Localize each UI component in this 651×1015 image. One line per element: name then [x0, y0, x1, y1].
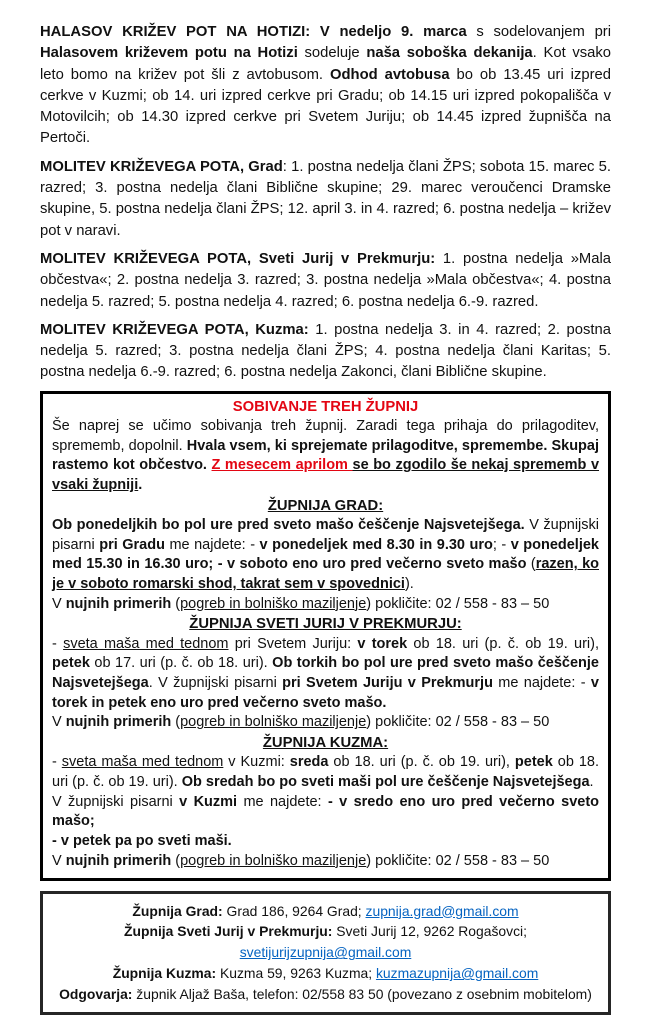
text-run: V: [52, 852, 66, 869]
text-run: nujnih primerih: [65, 595, 172, 612]
text-run: 1. postna nedelja 3. in 4. razred; 2. postna nedelja 5. razred; 3. postna nedelja člani ŽPS; 4. postna nedelja člani Karitas; 5. postna nedelja 6.-9. razred; 6. postna nedelja Zakonci, člani Biblične skupine.: [40, 321, 611, 381]
text-run: pogreb in bolniško maziljenje: [180, 595, 367, 612]
email-link[interactable]: kuzmazupnija@gmail.com: [375, 965, 539, 982]
contact-box: [40, 891, 611, 1015]
text-run: - v petek pa po sveti maši.: [52, 833, 232, 850]
text-run: Halasovem križevem potu na Hotizi: [40, 45, 298, 62]
text-run: 1. postna nedelja »Mala občestva«; 2. postna nedelja 3. razred; 3. postna nedelja »Mala občestva«; 4. postna nedelja 5. razred; 5. postna nedelja 4. razred; 6. postna nedelja 6.-9. razred.: [40, 250, 611, 310]
text-run: MOLITEV KRIŽEVEGA POTA, Kuzma:: [40, 321, 309, 338]
text-run: Kuzma 59, 9263 Kuzma;: [216, 965, 376, 982]
text-run: naša soboška dekanija: [366, 45, 533, 62]
text-run: razen, ko je v soboto romarski shod, takrat sem v spovednici: [52, 556, 599, 592]
text-run: Župnija Grad:: [132, 902, 223, 919]
heading-zupnija-grad: ŽUPNIJA GRAD:: [267, 497, 384, 514]
text-run: pri Svetem Juriju:: [228, 635, 358, 652]
text-run: V: [52, 595, 66, 612]
text-run: -: [52, 635, 64, 652]
text-run: HALASOV KRIŽEV POT NA HOTIZI: V nedeljo 9. marca: [40, 24, 467, 40]
text-run: Hvala vsem, ki sprejemate prilagoditve, spremembe. Skupaj rastemo kot občestvo.: [52, 437, 600, 474]
text-run: (: [171, 852, 181, 869]
text-run: .: [589, 773, 594, 790]
zupnija-kuzma-office-hours-friday: [52, 832, 599, 852]
text-run: nujnih primerih: [65, 852, 172, 869]
text-run: v torek in petek eno uro pred večerno sveto mašo.: [52, 674, 599, 711]
text-run: Ob torkih bo pol ure pred sveto mašo češčenje Najsvetejšega: [52, 655, 599, 691]
contact-line-kuzma: [49, 963, 602, 984]
paragraph-molitev-grad: [40, 157, 611, 242]
paragraph-molitev-kuzma: [40, 320, 611, 384]
paragraph-halasov-krizev-pot: [40, 22, 611, 150]
text-run: se bo zgodilo še nekaj sprememb v vsaki župniji: [52, 457, 600, 494]
email-link[interactable]: zupnija.grad@gmail.com: [365, 902, 519, 919]
zupnija-kuzma-office-hours: [52, 793, 599, 832]
contact-line-responsible: [49, 984, 602, 1005]
text-run: V: [52, 714, 66, 731]
text-run: ob 18. uri (p. č. ob 19. uri),: [407, 635, 599, 652]
text-run: nujnih primerih: [65, 714, 172, 731]
text-run: petek: [52, 655, 90, 672]
text-run: -: [52, 754, 62, 771]
text-run: v torek: [357, 635, 408, 652]
text-run: Z mesecem aprilom: [211, 457, 353, 474]
text-run: petek: [514, 754, 553, 771]
text-run: ) pokličite: 02 / 558 - 83 – 50: [366, 595, 550, 612]
email-link[interactable]: svetijurijzupnija@gmail.com: [239, 944, 412, 961]
text-run: pri Gradu: [99, 536, 165, 553]
text-run: me najdete:: [237, 793, 328, 810]
text-run: . V župnijski pisarni: [148, 674, 283, 691]
text-run: v Kuzmi:: [223, 754, 290, 771]
text-run: Grad 186, 9264 Grad;: [222, 902, 366, 919]
text-run: Župnija Sveti Jurij v Prekmurju:: [124, 923, 333, 940]
zupnija-sveti-jurij-emergency: [52, 713, 599, 733]
text-run: bo ob 13.45 uri izpred cerkve v Kuzmi; ob 14. uri izpred cerkve pri Gradu; ob 14.15 uri izpred pokopališča v Motovilcih; ob 14.30 izpred cerkve pri Svetem Juriju; ob 14.45 izpred župnišča na Pertoči.: [40, 66, 611, 147]
text-run: . Kot vsako leto bomo na križev pot šli z avtobusom.: [40, 45, 612, 83]
text-run: ; -: [492, 536, 511, 553]
text-run: pogreb in bolniško maziljenje: [180, 852, 367, 869]
paragraph-molitev-sveti-jurij: [40, 249, 611, 313]
text-run: Odhod avtobusa: [329, 66, 450, 83]
text-run: : 1. postna nedelja člani ŽPS; sobota 15. marec 5. razred; 3. postna nedelja člani Biblične skupine; 29. marec veroučenci Dramske skupine, 5. postna nedelja člani ŽPS; 12. april 3. in 4. razred; 6. postna nedelja – križev pot v naravi.: [40, 158, 611, 239]
text-run: s sodelovanjem pri: [466, 24, 612, 40]
text-run: ob 18. uri (p. č. ob 19. uri),: [328, 754, 515, 771]
heading-zupnija-kuzma: ŽUPNIJA KUZMA:: [262, 735, 389, 752]
text-run: MOLITEV KRIŽEVEGA POTA, Grad: [40, 158, 283, 175]
sobivanje-box: [40, 391, 611, 881]
zupnija-grad-office-hours: [52, 516, 599, 595]
text-run: pri Svetem Juriju v Prekmurju: [282, 674, 493, 691]
text-run: ob 18. uri (p. č. ob 19. uri).: [52, 754, 600, 790]
text-run: sveta maša med tednom: [63, 635, 229, 652]
text-run: v Kuzmi: [179, 793, 238, 810]
text-run: Še naprej se učimo sobivanja treh župnij. Zaradi tega prihaja do prilagoditev, sprememb, dopolnil.: [52, 417, 599, 454]
text-run: Ob sredah bo po sveti maši pol ure češčenje Najsvetejšega: [181, 773, 590, 790]
text-run: - v sredo eno uro pred večerno sveto mašo;: [52, 793, 600, 830]
text-run: Župnija Kuzma:: [112, 965, 217, 982]
sobivanje-title: SOBIVANJE TREH ŽUPNIJ: [232, 398, 419, 415]
text-run: ) pokličite: 02 / 558 - 83 – 50: [366, 714, 550, 731]
text-run: sreda: [289, 754, 329, 771]
text-run: V župnijski pisarni: [52, 516, 600, 553]
zupnija-kuzma-mass-times: [52, 753, 599, 792]
text-run: Sveti Jurij 12, 9262 Rogašovci;: [332, 923, 527, 940]
text-run: v ponedeljek med 15.30 in 16.30 uro; - v soboto eno uro pred večerno sveto mašo: [52, 536, 599, 573]
text-run: v ponedeljek med 8.30 in 9.30 uro: [259, 536, 493, 553]
contact-line-grad: [49, 901, 602, 922]
sobivanje-intro: [52, 417, 599, 496]
text-run: Odgovarja:: [59, 986, 133, 1002]
text-run: sodeluje: [297, 45, 367, 62]
heading-zupnija-sveti-jurij: ŽUPNIJA SVETI JURIJ V PREKMURJU:: [189, 616, 462, 633]
text-run: (: [171, 595, 181, 612]
zupnija-grad-emergency: [52, 595, 599, 615]
text-run: (: [171, 714, 181, 731]
text-run: V župnijski pisarni: [52, 793, 180, 810]
text-run: me najdete: -: [164, 536, 260, 553]
text-run: me najdete: -: [492, 674, 591, 691]
text-run: .: [138, 477, 143, 494]
text-run: ).: [404, 576, 414, 592]
text-run: MOLITEV KRIŽEVEGA POTA, Sveti Jurij v Prekmurju:: [40, 250, 436, 267]
text-run: ) pokličite: 02 / 558 - 83 – 50: [366, 852, 550, 869]
text-run: ob 17. uri (p. č. ob 18. uri).: [89, 655, 273, 672]
text-run: (: [526, 556, 536, 573]
contact-line-sveti-jurij: [49, 921, 602, 963]
zupnija-sveti-jurij-office-hours: [52, 635, 599, 714]
text-run: Ob ponedeljkih bo pol ure pred sveto mašo češčenje Najsvetejšega.: [52, 516, 525, 533]
text-run: župnik Aljaž Baša, telefon: 02/558 83 50 (povezano z osebnim mobitelom): [132, 986, 592, 1002]
text-run: pogreb in bolniško maziljenje: [180, 714, 367, 731]
text-run: sveta maša med tednom: [61, 754, 224, 771]
